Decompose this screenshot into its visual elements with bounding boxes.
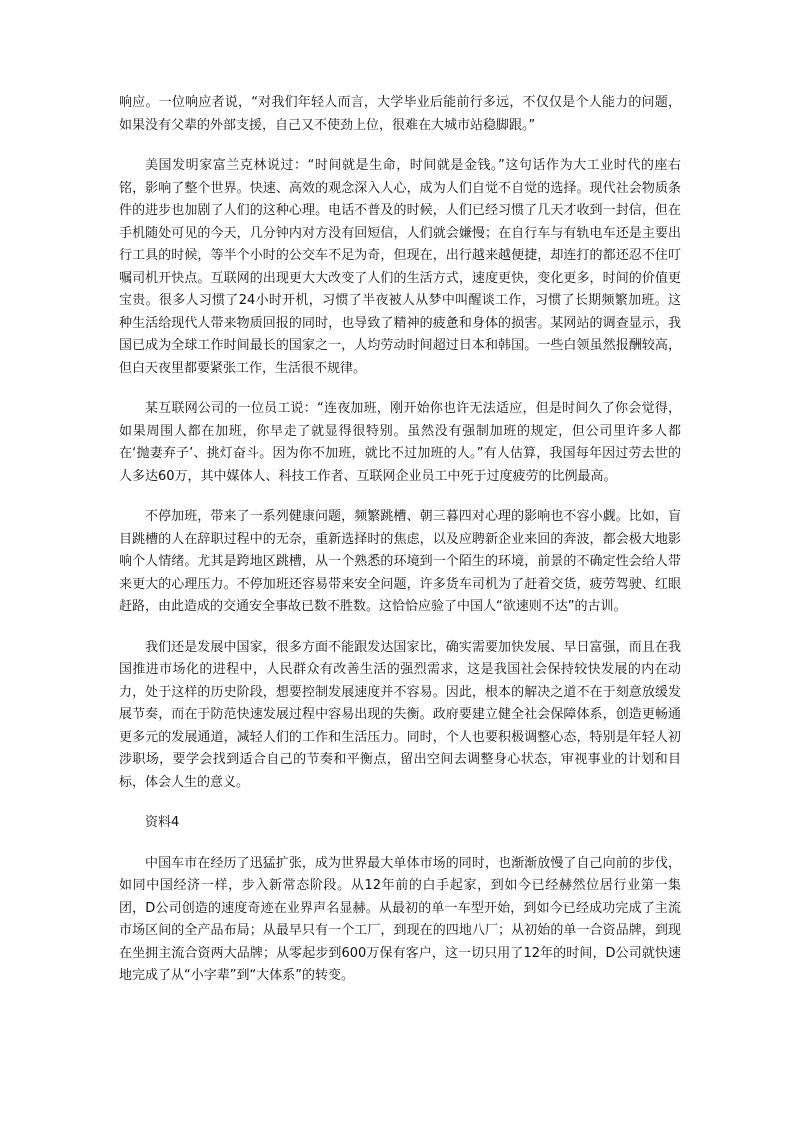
body-paragraph: 不停加班，带来了一系列健康问题，频繁跳槽、朝三暮四对心理的影响也不容小觑。比如，盲目跳槽的人在辞职过程中的无奈，重新选择时的焦虑，以及应聘新企业来回的奔波，都会极大地影响个人情绪。尤其是跨地区跳槽，从一个熟悉的环境到一个陌生的环境，前景的不确定性会给人带来更大的心理压力。不停加班还容易带来安全问题，许多货车司机为了赶着交货，疲劳驾驶、红眼赶路，由此造成的交通安全事故已数不胜数。这恰恰应验了中国人“欲速则不达”的古训。 xyxy=(119,509,681,614)
body-paragraph: 某互联网公司的一位员工说：“连夜加班，刚开始你也许无法适应，但是时间久了你会觉得，如果周围人都在加班，你早走了就显得很特别。虽然没有强制加班的规定，但公司里许多人都在‘抛妻弃子’、挑灯奋斗。因为你不加班，就比不过加班的人。”有人估算，我国每年因过劳去世的人多达60万，其中媒体人、科技工作者、互联网企业员工中死于过度疲劳的比例最高。 xyxy=(119,401,681,484)
document-page xyxy=(119,92,681,1006)
section-paragraph: 中国车市在经历了迅猛扩张，成为世界最大单体市场的同时，也渐渐放慢了自己向前的步伐，如同中国经济一样，步入新常态阶段。从12年前的白手起家，到如今已经赫然位居行业第一集团，D公司创造的速度奇迹在业界声名显赫。从最初的单一车型开始，到如今已经成功完成了主流市场区间的全产品布局；从最早只有一个工厂，到现在的四地八厂；从初始的单一合资品牌，到现在坐拥主流合资两大品牌；从零起步到600万保有客户，这一切只用了12年的时间，D公司就快速地完成了从“小字辈”到“大体系”的转变。 xyxy=(119,855,681,983)
section-heading: 资料4 xyxy=(145,815,180,830)
body-paragraph: 响应。一位响应者说，“对我们年轻人而言，大学毕业后能前行多远，不仅仅是个人能力的问题，如果没有父辈的外部支援，自己又不使劲上位，很难在大城市站稳脚跟。” xyxy=(119,95,681,133)
body-paragraph: 美国发明家富兰克林说过：“时间就是生命，时间就是金钱。”这句话作为大工业时代的座右铭，影响了整个世界。快速、高效的观念深入人心，成为人们自觉不自觉的选择。现代社会物质条件的进步也加剧了人们的这种心理。电话不普及的时候，人们已经习惯了几天才收到一封信，但在手机随处可见的今天，几分钟内对方没有回短信，人们就会嫌慢；在自行车与有轨电车还是主要出行工具的时候，等半个小时的公交车不足为奇，但现在，出行越来越便捷，却连打的都还忍不住叮嘱司机开快点。互联网的出现更大大改变了人们的生活方式，速度更快，变化更多，时间的价值更宝贵。很多人习惯了24小时开机，习惯了半夜被人从梦中叫醒谈工作，习惯了长期频繁加班。这种生活给现代人带来物质回报的同时，也导致了精神的疲惫和身体的损害。某网站的调查显示，我国已成为全球工作时间最长的国家之一，人均劳动时间超过日本和韩国。一些白领虽然报酬较高，但白天夜里都要紧张工作，生活很不规律。 xyxy=(119,158,681,376)
body-paragraph: 我们还是发展中国家，很多方面不能跟发达国家比，确实需要加快发展、早日富强，而且在我国推进市场化的进程中，人民群众有改善生活的强烈需求，这是我国社会保持较快发展的内在动力，处于这样的历史阶段，想要控制发展速度并不容易。因此，根本的解决之道不在于刻意放缓发展节奏，而在于防范快速发展过程中容易出现的失衡。政府要建立健全社会保障体系，创造更畅通更多元的发展通道，减轻人们的工作和生活压力。同时，个人也要积极调整心态，特别是年轻人初涉职场，要学会找到适合自己的节奏和平衡点，留出空间去调整身心状态，审视事业的计划和目标，体会人生的意义。 xyxy=(119,639,681,790)
